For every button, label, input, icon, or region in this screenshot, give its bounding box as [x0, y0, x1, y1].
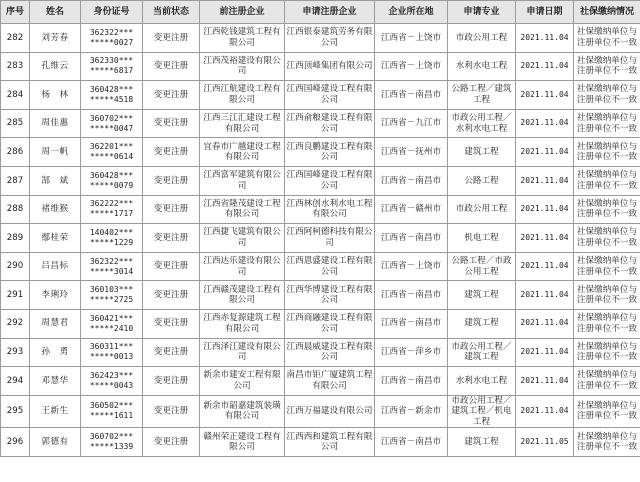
cell-apply-company: 江西国峰建设工程有限公司 [285, 81, 375, 110]
cell-no: 287 [1, 166, 30, 195]
cell-major: 公路工程／建筑工程 [448, 81, 516, 110]
cell-apply-company: 江西恩盛建设工程有限公司 [285, 252, 375, 281]
id-line: 362330*** [89, 56, 134, 66]
cell-id [81, 428, 143, 457]
cell-status: 变更注册 [143, 281, 200, 310]
cell-location: 江西省－上饶市 [375, 252, 448, 281]
cell-date: 2021.11.04 [516, 81, 574, 110]
cell-major: 建筑工程 [448, 138, 516, 167]
cell-name: 杨 林 [30, 81, 81, 110]
cell-major: 建筑工程 [448, 428, 516, 457]
cell-no: 285 [1, 109, 30, 138]
cell-name: 邓慧华 [30, 367, 81, 396]
cell-social-security: 社保缴纳单位与注册单位不一致 [574, 195, 640, 224]
cell-date: 2021.11.05 [516, 428, 574, 457]
cell-prev-company: 新余市韶嘉建筑装璜有限公司 [200, 395, 285, 428]
cell-date: 2021.11.04 [516, 138, 574, 167]
cell-major: 水利水电工程 [448, 52, 516, 81]
cell-social-security: 社保缴纳单位与注册单位不一致 [574, 252, 640, 281]
table-row [1, 309, 640, 338]
cell-status: 变更注册 [143, 109, 200, 138]
cell-location: 江西省－南昌市 [375, 309, 448, 338]
cell-status: 变更注册 [143, 367, 200, 396]
cell-prev-company: 江西赣茂建设工程有限公司 [200, 281, 285, 310]
id-line: *****4518 [89, 94, 134, 104]
cell-apply-company: 江西林创水利水电工程有限公司 [285, 195, 375, 224]
id-line: 360421*** [89, 313, 134, 323]
cell-social-security: 社保缴纳单位与注册单位不一致 [574, 81, 640, 110]
cell-social-security: 社保缴纳单位与注册单位不一致 [574, 338, 640, 367]
cell-no: 295 [1, 395, 30, 428]
cell-social-security: 社保缴纳单位与注册单位不一致 [574, 52, 640, 81]
cell-id [81, 224, 143, 253]
cell-status: 变更注册 [143, 395, 200, 428]
cell-prev-company: 江西乾钱建筑工程有限公司 [200, 24, 285, 53]
cell-no: 296 [1, 428, 30, 457]
cell-location: 江西省－新余市 [375, 395, 448, 428]
cell-id [81, 281, 143, 310]
cell-date: 2021.11.04 [516, 281, 574, 310]
id-line: *****1717 [89, 209, 134, 219]
header-cell-id: 身份证号 [81, 1, 143, 24]
cell-major: 市政公用工程／建筑工程 [448, 338, 516, 367]
cell-no: 290 [1, 252, 30, 281]
cell-name: 鄢桂荣 [30, 224, 81, 253]
header-cell-social-security: 社保缴纳情况 [574, 1, 640, 24]
id-line: *****3014 [89, 266, 134, 276]
cell-location: 江西省－萍乡市 [375, 338, 448, 367]
table-row [1, 81, 640, 110]
cell-status: 变更注册 [143, 24, 200, 53]
cell-location: 江西省－九江市 [375, 109, 448, 138]
cell-id [81, 252, 143, 281]
cell-date: 2021.11.04 [516, 309, 574, 338]
cell-location: 江西省－赣州市 [375, 195, 448, 224]
cell-major: 市政公用工程／水利水电工程 [448, 109, 516, 138]
cell-apply-company: 江西晨威建设工程有限公司 [285, 338, 375, 367]
cell-name: 孙 勇 [30, 338, 81, 367]
cell-prev-company: 江西泽江建设有限公司 [200, 338, 285, 367]
cell-name: 周慧君 [30, 309, 81, 338]
cell-no: 293 [1, 338, 30, 367]
id-line: 360103*** [89, 285, 134, 295]
cell-apply-company: 江西银泰建筑劳务有限公司 [285, 24, 375, 53]
cell-prev-company: 新余市建安工程有限公司 [200, 367, 285, 396]
cell-no: 283 [1, 52, 30, 81]
cell-status: 变更注册 [143, 81, 200, 110]
table-row [1, 252, 640, 281]
id-line: *****1611 [89, 411, 134, 421]
cell-prev-company: 江西江航建设工程有限公司 [200, 81, 285, 110]
cell-date: 2021.11.04 [516, 395, 574, 428]
id-line: 362222*** [89, 199, 134, 209]
cell-location: 江西省－南昌市 [375, 224, 448, 253]
cell-no: 289 [1, 224, 30, 253]
cell-id [81, 195, 143, 224]
header-row [1, 1, 640, 24]
cell-status: 变更注册 [143, 428, 200, 457]
cell-id [81, 166, 143, 195]
cell-apply-company: 江西俞粮建设工程有限公司 [285, 109, 375, 138]
id-line: 360702*** [89, 432, 134, 442]
cell-location: 江西省－上饶市 [375, 24, 448, 53]
header-cell-location: 企业所在地 [375, 1, 448, 24]
cell-no: 294 [1, 367, 30, 396]
cell-id [81, 24, 143, 53]
cell-id [81, 109, 143, 138]
cell-date: 2021.11.04 [516, 24, 574, 53]
cell-no: 292 [1, 309, 30, 338]
cell-no: 291 [1, 281, 30, 310]
id-line: *****1229 [89, 237, 134, 247]
cell-major: 建筑工程 [448, 281, 516, 310]
header-cell-apply-company: 申请注册企业 [285, 1, 375, 24]
cell-prev-company: 江西达乐建设有限公司 [200, 252, 285, 281]
table-row [1, 367, 640, 396]
cell-date: 2021.11.04 [516, 224, 574, 253]
cell-location: 江西省－南昌市 [375, 428, 448, 457]
cell-social-security: 社保缴纳单位与注册单位不一致 [574, 24, 640, 53]
cell-status: 变更注册 [143, 166, 200, 195]
cell-social-security: 社保缴纳单位与注册单位不一致 [574, 367, 640, 396]
header-cell-name: 姓名 [30, 1, 81, 24]
cell-apply-company: 江西华博建设工程有限公司 [285, 281, 375, 310]
cell-major: 市政公用工程 [448, 24, 516, 53]
cell-major: 市政公用工程 [448, 195, 516, 224]
cell-location: 江西省－上饶市 [375, 52, 448, 81]
cell-no: 282 [1, 24, 30, 53]
cell-social-security: 社保缴纳单位与注册单位不一致 [574, 166, 640, 195]
id-line: *****2410 [89, 323, 134, 333]
cell-social-security: 社保缴纳单位与注册单位不一致 [574, 224, 640, 253]
cell-date: 2021.11.04 [516, 338, 574, 367]
cell-social-security: 社保缴纳单位与注册单位不一致 [574, 395, 640, 428]
cell-status: 变更注册 [143, 138, 200, 167]
cell-social-security: 社保缴纳单位与注册单位不一致 [574, 309, 640, 338]
table-row [1, 338, 640, 367]
cell-apply-company: 江西良鹏建设工程有限公司 [285, 138, 375, 167]
id-line: 362423*** [89, 370, 134, 380]
cell-date: 2021.11.04 [516, 109, 574, 138]
id-line: 360702*** [89, 113, 134, 123]
cell-major: 公路工程／市政公用工程 [448, 252, 516, 281]
cell-name: 周佳惠 [30, 109, 81, 138]
cell-no: 284 [1, 81, 30, 110]
id-line: *****0013 [89, 352, 134, 362]
cell-apply-company: 南昌市钜广厦建筑工程有限公司 [285, 367, 375, 396]
table-row [1, 281, 640, 310]
cell-major: 水利水电工程 [448, 367, 516, 396]
cell-date: 2021.11.04 [516, 367, 574, 396]
cell-location: 江西省－南昌市 [375, 166, 448, 195]
cell-date: 2021.11.04 [516, 195, 574, 224]
cell-id [81, 309, 143, 338]
cell-date: 2021.11.04 [516, 252, 574, 281]
id-line: 362201*** [89, 142, 134, 152]
cell-prev-company: 宜春市广越建设工程有限公司 [200, 138, 285, 167]
table-row [1, 109, 640, 138]
id-line: *****0614 [89, 152, 134, 162]
header-cell-no: 序号 [1, 1, 30, 24]
cell-status: 变更注册 [143, 252, 200, 281]
cell-name: 王新生 [30, 395, 81, 428]
cell-name: 李琍玲 [30, 281, 81, 310]
cell-social-security: 社保缴纳单位与注册单位不一致 [574, 109, 640, 138]
cell-id [81, 395, 143, 428]
id-line: *****0027 [89, 37, 134, 47]
header-cell-date: 申请日期 [516, 1, 574, 24]
cell-status: 变更注册 [143, 52, 200, 81]
cell-date: 2021.11.04 [516, 166, 574, 195]
cell-apply-company: 江西阿柯德科技有限公司 [285, 224, 375, 253]
cell-social-security: 社保缴纳单位与注册单位不一致 [574, 281, 640, 310]
cell-social-security: 社保缴纳单位与注册单位不一致 [574, 138, 640, 167]
id-line: *****2725 [89, 295, 134, 305]
cell-prev-company: 赣州荣正建设工程有限公司 [200, 428, 285, 457]
id-line: *****0043 [89, 380, 134, 390]
id-line: 362322*** [89, 256, 134, 266]
id-line: 360311*** [89, 342, 134, 352]
cell-id [81, 338, 143, 367]
id-line: *****0047 [89, 123, 134, 133]
id-line: 360428*** [89, 84, 134, 94]
id-line: *****6817 [89, 66, 134, 76]
cell-apply-company: 江西西和建筑工程有限公司 [285, 428, 375, 457]
id-line: 360502*** [89, 401, 134, 411]
table-row [1, 166, 640, 195]
header-cell-major: 申请专业 [448, 1, 516, 24]
cell-location: 江西省－南昌市 [375, 367, 448, 396]
table-header [1, 1, 640, 24]
id-line: 140402*** [89, 227, 134, 237]
cell-no: 288 [1, 195, 30, 224]
cell-location: 江西省－南昌市 [375, 281, 448, 310]
table-row [1, 24, 640, 53]
cell-location: 江西省－南昌市 [375, 81, 448, 110]
header-cell-prev-company: 前注册企业 [200, 1, 285, 24]
table-row [1, 52, 640, 81]
table-row [1, 224, 640, 253]
cell-name: 郭德有 [30, 428, 81, 457]
cell-name: 刘芳春 [30, 24, 81, 53]
table-row [1, 395, 640, 428]
id-line: 360428*** [89, 170, 134, 180]
table-row [1, 195, 640, 224]
cell-id [81, 52, 143, 81]
id-line: *****0079 [89, 180, 134, 190]
cell-status: 变更注册 [143, 195, 200, 224]
cell-location: 江西省－抚州市 [375, 138, 448, 167]
cell-prev-company: 江西茂裕建设有限公司 [200, 52, 285, 81]
cell-id [81, 81, 143, 110]
cell-major: 市政公用工程／建筑工程／机电工程 [448, 395, 516, 428]
cell-apply-company: 江西国峰建设工程有限公司 [285, 166, 375, 195]
cell-name: 周一帆 [30, 138, 81, 167]
cell-prev-company: 江西赤复源建筑工程有限公司 [200, 309, 285, 338]
cell-status: 变更注册 [143, 338, 200, 367]
table-row [1, 428, 640, 457]
cell-prev-company: 江西捷飞建筑有限公司 [200, 224, 285, 253]
cell-name: 吕昌标 [30, 252, 81, 281]
cell-social-security: 社保缴纳单位与注册单位不一致 [574, 428, 640, 457]
cell-major: 公路工程 [448, 166, 516, 195]
table-row [1, 138, 640, 167]
cell-prev-company: 江西三江汇建设工程有限公司 [200, 109, 285, 138]
id-line: *****1339 [89, 442, 134, 452]
cell-no: 286 [1, 138, 30, 167]
cell-id [81, 138, 143, 167]
header-cell-status: 当前状态 [143, 1, 200, 24]
cell-id [81, 367, 143, 396]
cell-status: 变更注册 [143, 224, 200, 253]
cell-name: 孔维云 [30, 52, 81, 81]
id-line: 362322*** [89, 27, 134, 37]
cell-apply-company: 江西顶峰集团有限公司 [285, 52, 375, 81]
cell-prev-company: 江西富军建筑有限公司 [200, 166, 285, 195]
cell-status: 变更注册 [143, 309, 200, 338]
cell-name: 褚维猴 [30, 195, 81, 224]
cell-apply-company: 江西万福建设有限公司 [285, 395, 375, 428]
cell-major: 机电工程 [448, 224, 516, 253]
cell-major: 建筑工程 [448, 309, 516, 338]
cell-date: 2021.11.04 [516, 52, 574, 81]
table-body [1, 24, 640, 457]
cell-prev-company: 江西省隆茂建设工程有限公司 [200, 195, 285, 224]
cell-apply-company: 江西商融建设工程有限公司 [285, 309, 375, 338]
cell-name: 郜 斌 [30, 166, 81, 195]
